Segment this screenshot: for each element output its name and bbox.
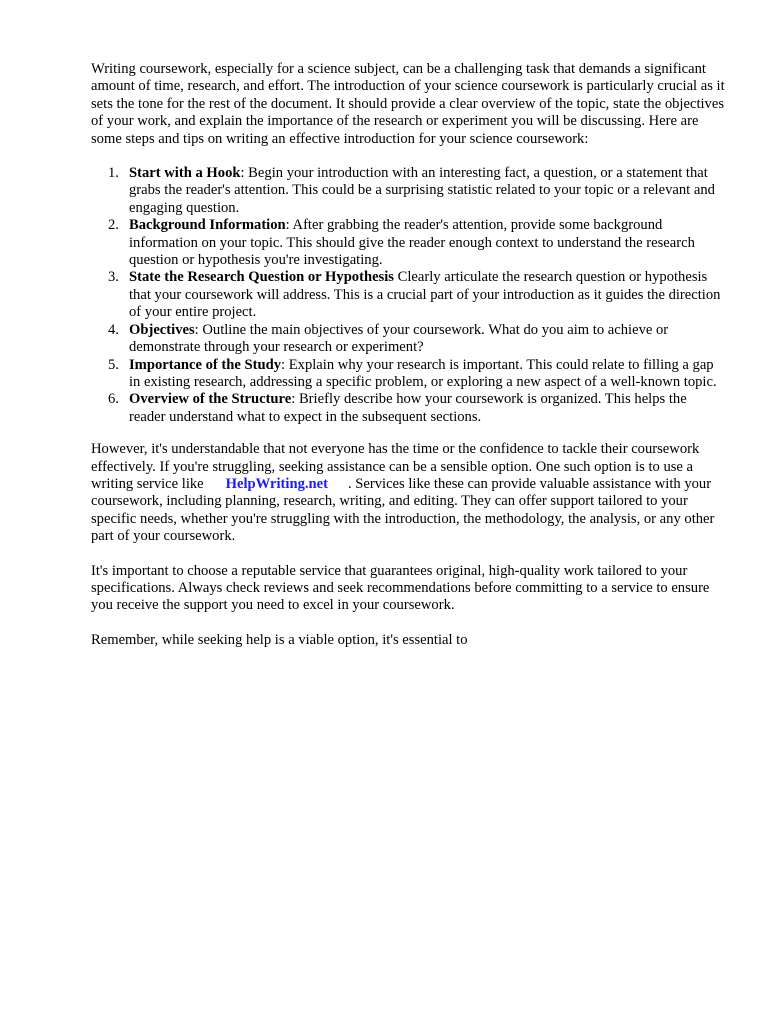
list-item: [91, 217, 725, 269]
list-number: 6.: [108, 391, 119, 408]
list-number: 2.: [108, 217, 119, 234]
list-term: Start with a Hook: [129, 165, 241, 182]
list-item: [91, 357, 725, 392]
list-text: : Explain why your research is important. This could relate to filling a gap in existing research, addressing a specific problem, or exploring a new aspect of a well-known topic.: [129, 356, 717, 390]
list-text: : Begin your introduction with an interesting fact, a question, or a statement that grabs the reader's attention. This could be a surprising statistic related to your topic or a relevant and engaging question.: [129, 165, 715, 216]
list-item: [91, 322, 725, 357]
list-number: 3.: [108, 269, 119, 286]
list-term: Importance of the Study: [129, 356, 282, 373]
list-item: [91, 165, 725, 217]
help-text-after: . Services like these can provide valuable assistance with your coursework, including planning, research, writing, and editing. They can offer support tailored to your specific needs, whether you're struggling with the introduction, the methodology, the analysis, or any other part of your coursework.: [91, 475, 715, 545]
list-term: State the Research Question or Hypothesis: [129, 269, 394, 286]
help-text-before: However, it's understandable that not everyone has the time or the confidence to tackle their coursework effectively. If you're struggling, seeking assistance can be a sensible option. One such option is to use a writing service like: [91, 441, 700, 492]
helpwriting-link[interactable]: HelpWriting.net: [225, 475, 328, 492]
closing-paragraph: Remember, while seeking help is a viable option, it's essential to: [91, 631, 468, 648]
reputable-service-paragraph: It's important to choose a reputable service that guarantees original, high-quality work tailored to your specifications. Always check reviews and seek recommendations before committing to a service to ensure you receive the support you need to excel in your coursework.: [91, 562, 710, 614]
list-term: Overview of the Structure: [129, 391, 292, 408]
help-paragraph: [91, 441, 725, 545]
document-page: [91, 61, 725, 649]
list-item: [91, 269, 725, 321]
list-number: 1.: [108, 165, 119, 182]
list-number: 5.: [108, 356, 119, 373]
intro-paragraph: Writing coursework, especially for a science subject, can be a challenging task that demands a significant amount of time, research, and effort. The introduction of your science coursework is particularly crucial as it sets the tone for the rest of the document. It should provide a clear overview of the topic, state the objectives of your work, and explain the importance of the research or experiment you will be discussing. Here are some steps and tips on writing an effective introduction for your science coursework:: [91, 61, 725, 147]
list-item: [91, 391, 725, 426]
list-text: : Briefly describe how your coursework is organized. This helps the reader understand what to expect in the subsequent sections.: [129, 391, 687, 425]
list-term: Objectives: [129, 321, 195, 338]
list-text: : Outline the main objectives of your coursework. What do you aim to achieve or demonstrate through your research or experiment?: [129, 321, 669, 356]
list-text: : After grabbing the reader's attention, provide some background information on your topic. This should give the reader enough context to understand the research question or hypothesis you're investigating.: [129, 217, 695, 269]
list-term: Background Information: [129, 217, 286, 234]
steps-list: [91, 165, 725, 426]
list-text: Clearly articulate the research question or hypothesis that your coursework will address. This is a crucial part of your introduction as it guides the direction of your entire project.: [129, 269, 721, 321]
list-number: 4.: [108, 321, 119, 338]
